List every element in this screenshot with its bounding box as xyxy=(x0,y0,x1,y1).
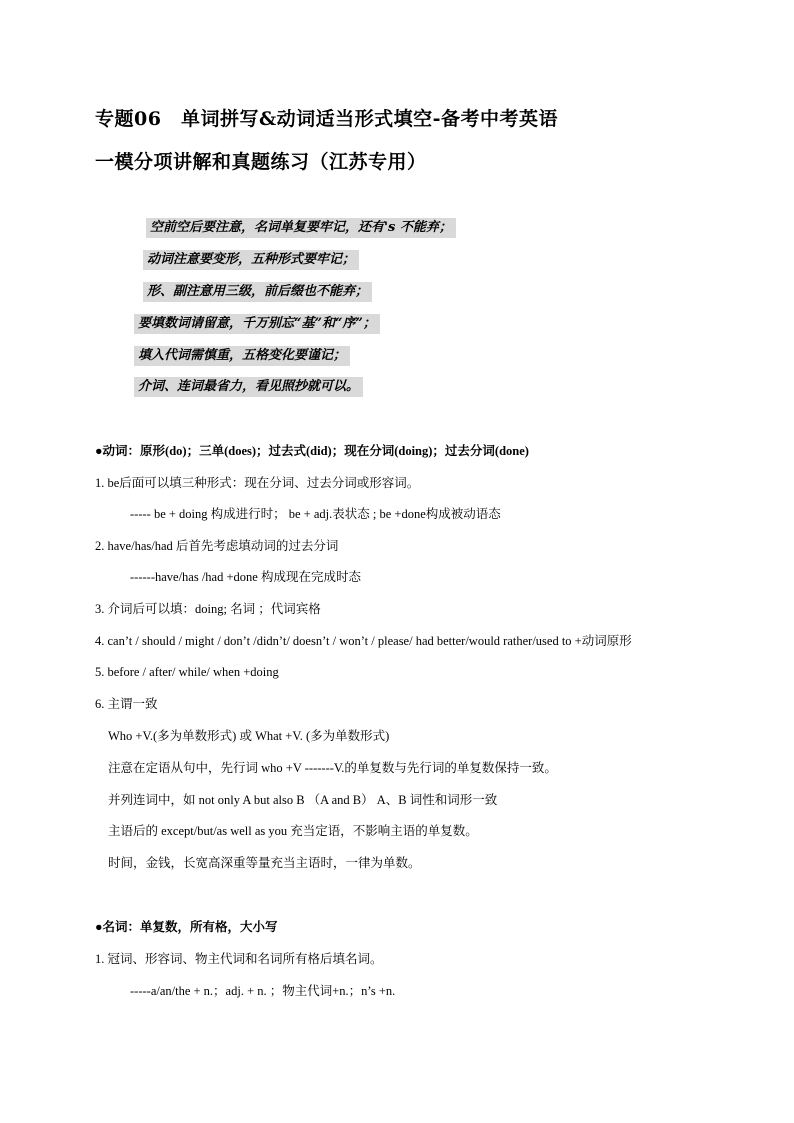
verb-rule-item: 5. before / after/ while/ when +doing xyxy=(95,665,279,679)
mnemonic-line: 动词注意要变形，五种形式要牢记； xyxy=(143,250,359,270)
noun-section-heading: ●名词：单复数，所有格，大小写 xyxy=(95,920,278,934)
verb-rule-item: 6. 主谓一致 xyxy=(95,697,158,711)
mnemonic-line: 要填数词请留意，千万别忘“基”和“序”； xyxy=(134,314,380,334)
verb-section-heading: ●动词：原形(do)；三单(does)；过去式(did)；现在分词(doing)；过去分词(done) xyxy=(95,444,529,458)
document-title-line-1: 专题06 单词拼写&动词适当形式填空-备考中考英语 xyxy=(95,108,558,130)
verb-rule-detail: 并列连词中，如 not only A but also B （A and B） A、B 词性和词形一致 xyxy=(108,793,498,807)
document-title-line-2: 一模分项讲解和真题练习（江苏专用） xyxy=(95,151,427,173)
verb-rule-item: 3. 介词后可以填：doing; 名词 ；代词宾格 xyxy=(95,602,321,616)
verb-rule-detail: ----- be + doing 构成进行时； be + adj.表状态 ; be +done构成被动语态 xyxy=(130,507,501,521)
verb-rule-item: 1. be后面可以填三种形式：现在分词、过去分词或形容词。 xyxy=(95,476,420,490)
mnemonic-line: 形、副注意用三级，前后缀也不能弃； xyxy=(143,282,372,302)
noun-rule-detail: -----a/an/the + n.；adj. + n. ；物主代词+n.；n’s +n. xyxy=(130,984,396,998)
verb-rule-detail: 注意在定语从句中，先行词 who +V -------V.的单复数与先行词的单复数保持一致。 xyxy=(108,761,557,775)
verb-rule-detail: 时间，金钱，长宽高深重等量充当主语时，一律为单数。 xyxy=(108,856,421,870)
verb-rule-item: 4. can’t / should / might / don’t /didn’t/ doesn’t / won’t / please/ had better/would rather/used to +动词原形 xyxy=(95,634,632,648)
verb-rule-detail: 主语后的 except/but/as well as you 充当定语，不影响主语的单复数。 xyxy=(108,824,478,838)
verb-rule-detail: ------have/has /had +done 构成现在完成时态 xyxy=(130,570,361,584)
mnemonic-line: 空前空后要注意，名词单复要牢记，还有's 不能弃； xyxy=(146,218,456,238)
verb-rule-item: 2. have/has/had 后首先考虑填动词的过去分词 xyxy=(95,539,339,553)
noun-rule-item: 1. 冠词、形容词、物主代词和名词所有格后填名词。 xyxy=(95,952,383,966)
verb-rule-detail: Who +V.(多为单数形式) 或 What +V. (多为单数形式) xyxy=(108,729,390,743)
mnemonic-line: 填入代词需慎重，五格变化要谨记； xyxy=(134,346,350,366)
mnemonic-line: 介词、连词最省力，看见照抄就可以。 xyxy=(134,377,363,397)
